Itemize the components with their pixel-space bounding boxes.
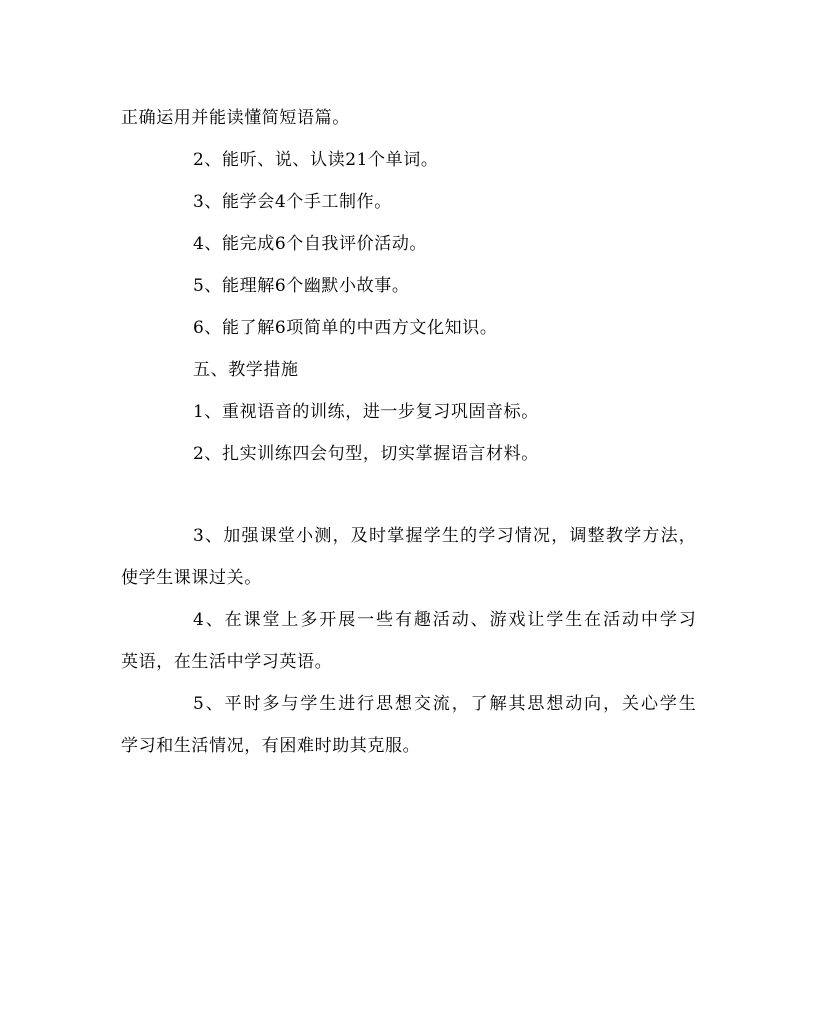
text-line-8: 1、重视语音的训练，进一步复习巩固音标。 [193, 402, 539, 422]
text-line-15: 学习和生活情况，有困难时助其克服。 [121, 736, 421, 756]
section-heading: 五、教学措施 [193, 360, 299, 380]
text-line-14: 5、平时多与学生进行思想交流，了解其思想动向，关心学生 [193, 694, 696, 714]
text-line-5: 5、能理解6个幽默小故事。 [193, 276, 410, 296]
text-line-3: 3、能学会4个手工制作。 [193, 192, 392, 212]
text-line-10: 3、加强课堂小测，及时掌握学生的学习情况，调整教学方法， [193, 526, 696, 546]
text-line-13: 英语，在生活中学习英语。 [121, 652, 333, 672]
text-line-12: 4、在课堂上多开展一些有趣活动、游戏让学生在活动中学习 [193, 610, 696, 630]
text-line-11: 使学生课课过关。 [121, 568, 262, 588]
text-line-6: 6、能了解6项简单的中西方文化知识。 [193, 318, 498, 338]
text-line-4: 4、能完成6个自我评价活动。 [193, 234, 428, 254]
text-line-9: 2、扎实训练四会句型，切实掌握语言材料。 [193, 444, 539, 464]
text-line-2: 2、能听、说、认读21个单词。 [193, 150, 439, 170]
text-line-1: 正确运用并能读懂简短语篇。 [121, 108, 350, 128]
